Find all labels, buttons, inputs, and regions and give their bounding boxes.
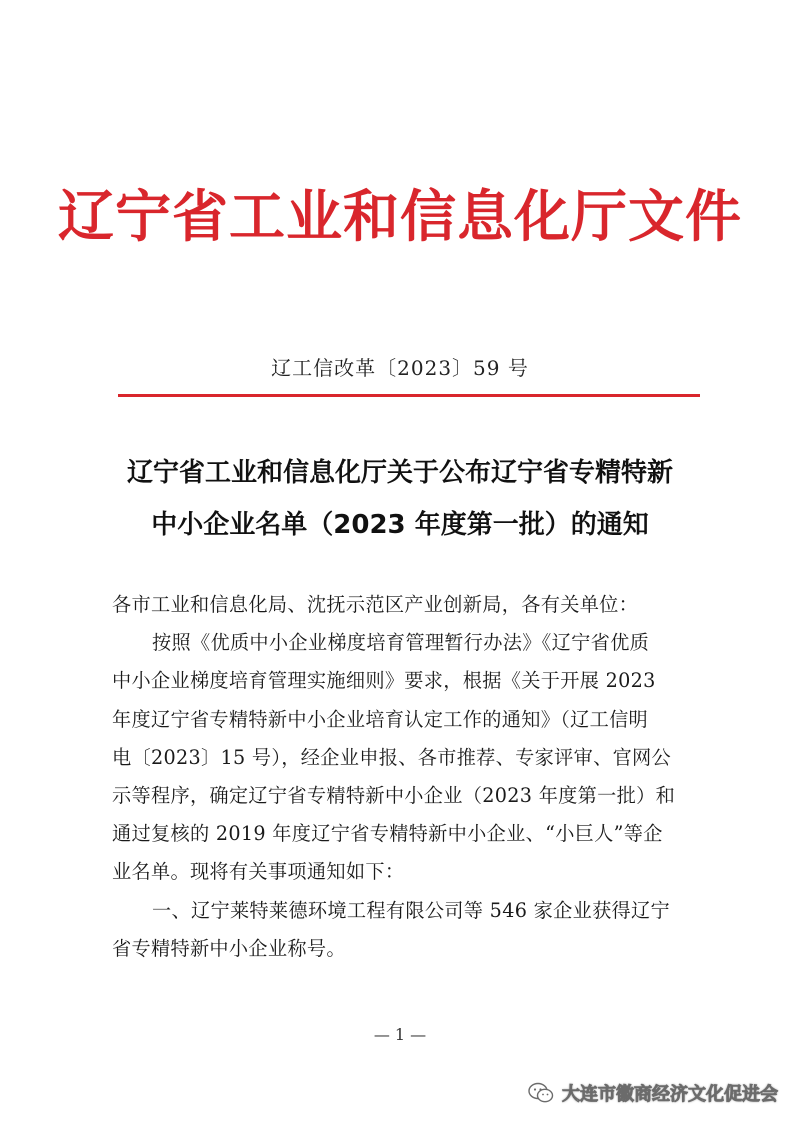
- body-line: 业名单。现将有关事项通知如下：: [112, 860, 405, 884]
- watermark: [528, 1080, 778, 1106]
- body-line: 通过复核的 2019 年度辽宁省专精特新中小企业、“小巨人”等企: [112, 822, 663, 846]
- salutation: 各市工业和信息化局、沈抚示范区产业创新局，各有关单位：: [112, 593, 639, 616]
- document-header-title: 辽宁省工业和信息化厅文件: [58, 184, 742, 250]
- body-line: 省专精特新中小企业称号。: [112, 936, 346, 960]
- page-number: — 1 —: [373, 1025, 427, 1044]
- body-line: 电〔2023〕15 号），经企业申报、各市推荐、专家评审、官网公: [112, 745, 672, 769]
- watermark-text: 大连市徽商经济文化促进会: [562, 1084, 778, 1105]
- notice-title: [0, 447, 800, 551]
- document-number: 辽工信改革〔2023〕59 号: [271, 356, 529, 380]
- body-line: 按照《优质中小企业梯度培育管理暂行办法》《辽宁省优质: [152, 631, 650, 655]
- notice-title-line-1: 辽宁省工业和信息化厅关于公布辽宁省专精特新: [126, 458, 673, 488]
- body-line: 示等程序，确定辽宁省专精特新中小企业（2023 年度第一批）和: [112, 784, 676, 808]
- notice-title-line-2: 中小企业名单（2023 年度第一批）的通知: [151, 510, 649, 540]
- body-line: 中小企业梯度培育管理实施细则》要求，根据《关于开展 2023: [112, 669, 656, 693]
- body-line: 一、辽宁莱特莱德环境工程有限公司等 546 家企业获得辽宁: [152, 898, 671, 922]
- red-divider-line: [118, 394, 700, 397]
- body-line: 年度辽宁省专精特新中小企业培育认定工作的通知》（辽工信明: [112, 707, 649, 731]
- wechat-icon: [528, 1082, 554, 1104]
- notice-body: [112, 586, 712, 968]
